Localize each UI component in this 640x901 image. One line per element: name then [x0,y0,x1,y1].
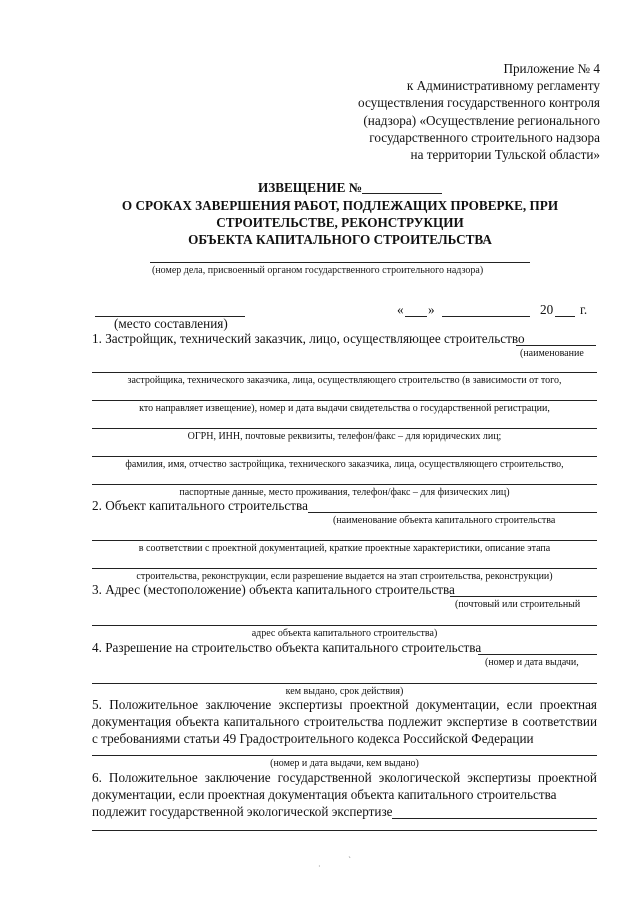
section6-field[interactable] [392,818,597,819]
case-number-field[interactable] [150,262,530,263]
section3-label: 3. Адрес (местоположение) объекта капитального строительства [92,582,455,597]
section1-hint: ОГРН, ИНН, почтовые реквизиты, телефон/факс – для юридических лиц; [187,431,502,442]
section3-field[interactable] [92,625,597,626]
scan-mark: · [318,862,321,871]
place-hint: (место составления) [114,316,228,331]
appendix-line: на территории Тульской области» [410,147,600,163]
section4-hint: кем выдано, срок действия) [285,686,404,697]
appendix-line: (надзора) «Осуществление регионального [363,112,600,128]
appendix-line: государственного строительного надзора [369,129,600,145]
appendix-line: осуществления государственного контроля [358,95,600,111]
month-field[interactable] [442,316,530,317]
section1-hint: застройщика, технического заказчика, лица, осуществляющего строительство (в зависимости от того, [127,375,562,386]
section1-hint: кто направляет извещение), номер и дата выдачи свидетельства о государственной регистрации, [139,403,550,414]
section2-field[interactable] [92,540,597,541]
day-field[interactable] [405,316,427,317]
section3-field[interactable] [450,596,597,597]
appendix-header [358,60,600,163]
year-suffix: г. [580,302,588,317]
section4-label: 4. Разрешение на строительство объекта капитального строительства [92,640,482,655]
case-number-hint: (номер дела, присвоенный органом государственного строительного надзора) [152,265,484,276]
section1-hint: (наименование [520,348,584,359]
section5-text: 5. Положительное заключение экспертизы проектной документации, если проектная документация объекта капитального строительства подлежит экспертизе в соответствии с требованиями статьи 49 Градостроительного кодекса Российской Федерации [92,697,597,746]
notice-heading: ИЗВЕЩЕНИЕ № [258,180,362,195]
notice-title-line: О СРОКАХ ЗАВЕРШЕНИЯ РАБОТ, ПОДЛЕЖАЩИХ ПРОВЕРКЕ, ПРИ [121,198,559,213]
section2-hint: в соответствии с проектной документацией, краткие проектные характеристики, описание этапа [138,543,551,554]
open-quote: « [397,302,404,317]
scan-mark: ՝ [348,856,351,865]
section2-hint: строительства, реконструкции, если разрешение выдается на этап строительства, реконструкции) [136,571,553,582]
section5-field[interactable] [92,755,597,756]
section1-field[interactable] [92,400,597,401]
year-field[interactable] [555,316,575,317]
notice-number-field[interactable] [362,193,442,194]
notice-title-line: ОБЪЕКТА КАПИТАЛЬНОГО СТРОИТЕЛЬСТВА [188,232,492,247]
section1-field[interactable] [92,372,597,373]
section1-hint: фамилия, имя, отчество застройщика, технического заказчика, лица, осуществляющего строительство, [125,459,564,470]
section2-field[interactable] [92,568,597,569]
section4-field[interactable] [92,683,597,684]
section1-field[interactable] [92,456,597,457]
section6-text: 6. Положительное заключение государственной экологической экспертизы проектной документации, если проектная документация объекта капитального строительства [92,770,597,802]
close-quote: » [428,302,435,317]
section1-field[interactable] [92,484,597,485]
section2-hint: (наименование объекта капитального строительства [333,515,556,526]
section1-field[interactable] [516,345,596,346]
section1-label: 1. Застройщик, технический заказчик, лицо, осуществляющее строительство [92,331,525,346]
section4-field[interactable] [478,654,597,655]
notice-title-line: СТРОИТЕЛЬСТВЕ, РЕКОНСТРУКЦИИ [216,215,464,230]
section1-field[interactable] [92,428,597,429]
section6-text-end: подлежит государственной экологической экспертизе [92,804,393,819]
appendix-line: Приложение № 4 [503,61,600,76]
appendix-line: к Административному регламенту [406,78,600,94]
section3-hint: (почтовый или строительный [455,599,581,610]
section5-hint: (номер и дата выдачи, кем выдано) [270,758,419,769]
year-prefix: 20 [540,302,554,317]
section2-label: 2. Объект капитального строительства [92,498,308,513]
section2-field[interactable] [308,512,597,513]
section6-field[interactable] [92,830,597,831]
section4-hint: (номер и дата выдачи, [485,657,579,668]
section1-hint: паспортные данные, место проживания, телефон/факс – для физических лиц) [179,487,510,498]
section3-hint: адрес объекта капитального строительства) [251,628,438,639]
